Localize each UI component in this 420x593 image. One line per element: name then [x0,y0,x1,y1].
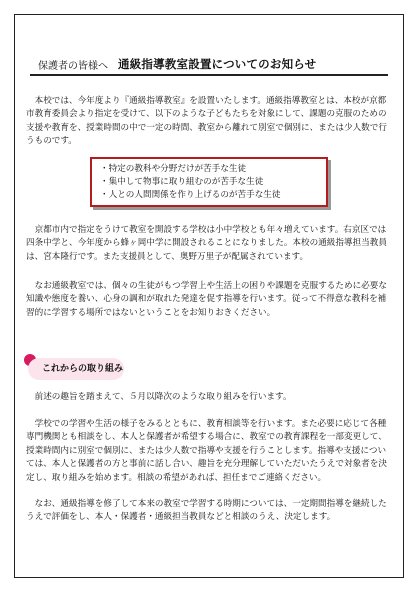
completion-paragraph: なお、通級指導を修了して本来の教室で学習する時期については、一定期間指導を継続したうえで評価をし、本人・保護者・通級担当教員などと相談のうえ、決定します。 [26,499,387,523]
addressee: 保護者の皆様へ [38,61,108,72]
title-row [30,48,388,76]
list-item: ・集中して物事に取り組むのが苦手な生徒 [100,177,264,187]
schools-paragraph: 京都市内で指定をうけて教室を開設する学校は小中学校とも年々増えています。右京区では四条中学と、今年度から蜂ヶ岡中学に開設されることになりました。本校の通級指導担当教員は、宮本隆行です。また支援員として、奥野万里子が配属されています。 [26,225,387,262]
target-students-box [90,157,328,207]
target-students-list [100,163,326,202]
page-title: 通級指導教室設置についてのお知らせ [118,57,317,71]
consultation-paragraph: 学校での学習や生活の様子をみるとともに、教育相談等を行います。また必要に応じて各種専門機関とも相談をし、本人と保護者が希望する場合に、教室での教育課程を一部変更して、授業時間内に別室で個別に、または少人数で指導や支援を行うことします。指導や支援については、本人と保護者の方と事前に話し合い、趣旨を充分理解していただいたうえで対象者を決定し、取り組みを始めます。相談の希望があれば、担任までご連絡ください。 [26,419,387,483]
intro-paragraph: 本校では、今年度より『通級指導教室』を設置いたします。通級指導教室とは、本校が京都市教育委員会より指定を受けて、以下のような子どもたちを対象にして、課題の克服のための支援や教育を、授業時間の中で一定の時間、教室から離れて別室で個別に、または少人数で行うものです。 [26,96,387,147]
list-item: ・人との人間関係を作り上げるのが苦手な生徒 [100,190,281,200]
plan-intro-paragraph: 前述の趣旨を踏まえて、５月以降次のような取り組みを行います。 [34,392,292,402]
section-heading: これからの取り組み [28,358,124,380]
policy-paragraph: なお通級教室では、個々の生徒がもつ学習上や生活上の困りや課題を克服するために必要な知識や態度を養い、心身の調和が取れた発達を促す指導を行います。従って不得意な教科を補習的に学習する場所ではないということをお知りおきください。 [26,281,387,318]
list-item: ・特定の教科や分野だけが苦手な生徒 [100,164,247,174]
